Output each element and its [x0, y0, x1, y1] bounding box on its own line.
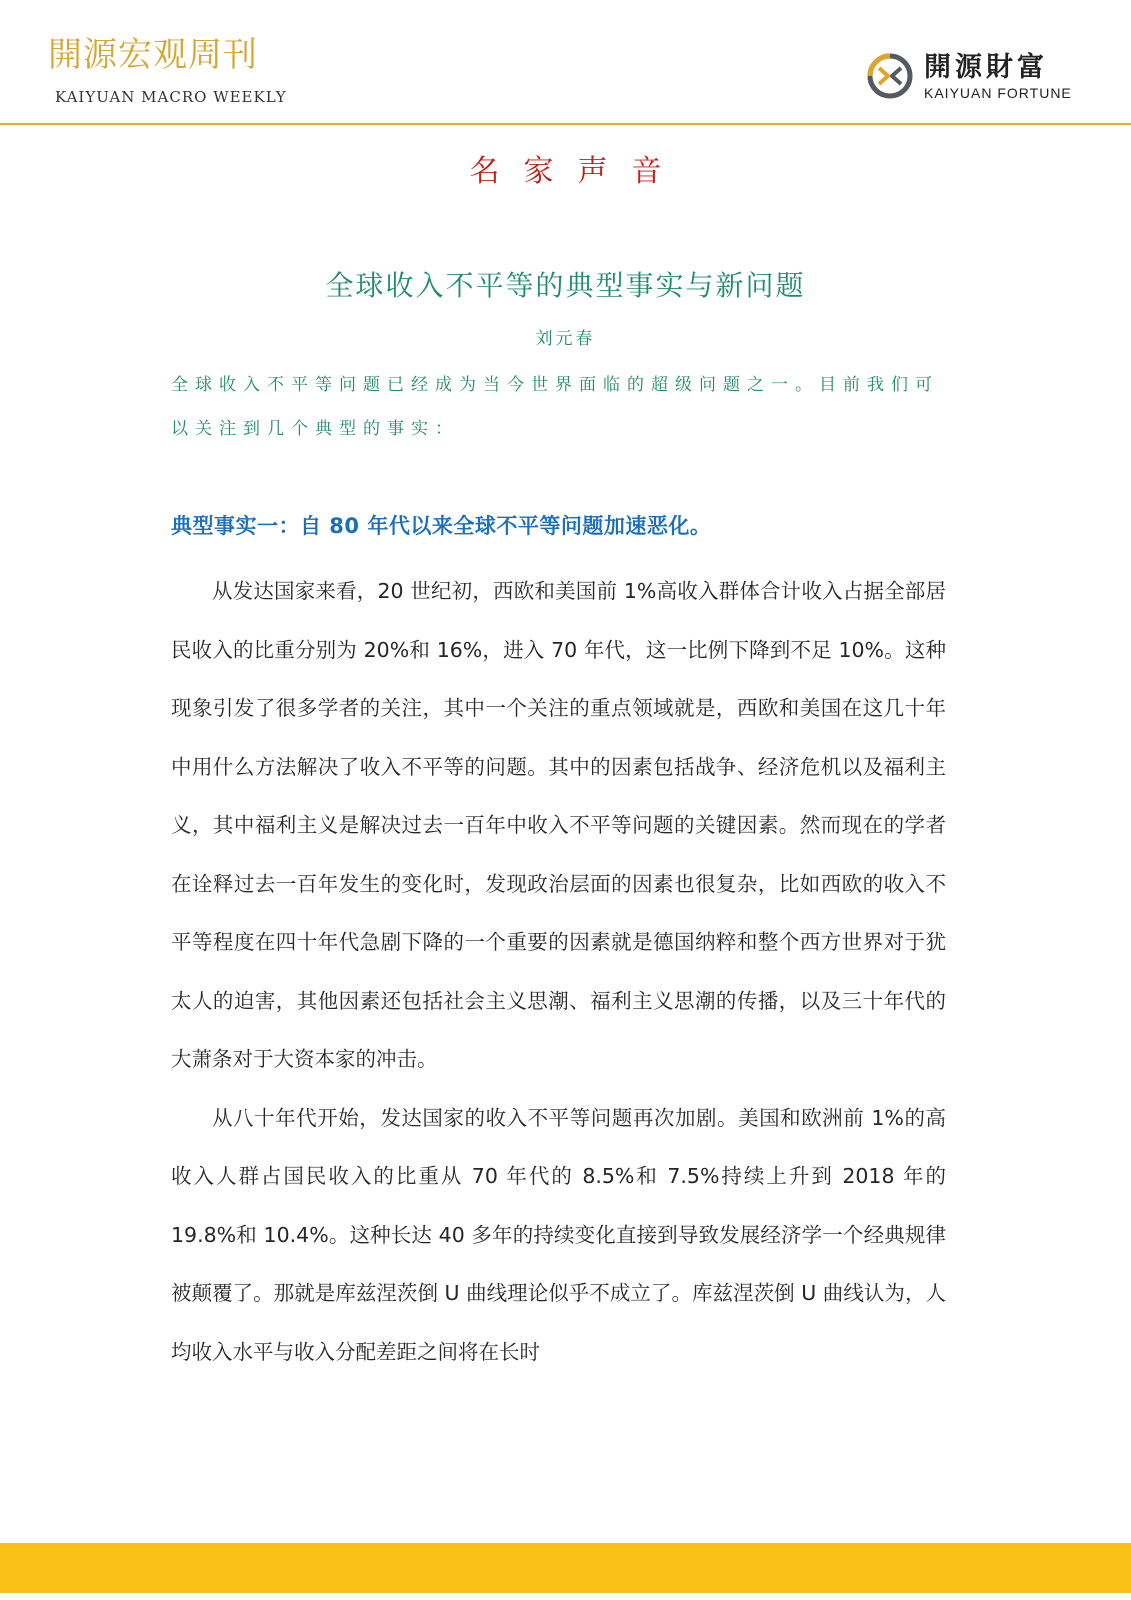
section-subheading: 典型事实一：自 80 年代以来全球不平等问题加速恶化。 — [171, 514, 712, 538]
publication-title: 開源宏观周刊 — [48, 35, 258, 75]
company-name-en: KAIYUAN FORTUNE — [924, 85, 1072, 101]
publication-subtitle: KAIYUAN MACRO WEEKLY — [55, 88, 287, 106]
article-title: 全球收入不平等的典型事实与新问题 — [325, 269, 806, 302]
page-header — [0, 0, 1131, 126]
company-logo — [866, 52, 1081, 104]
header-divider — [0, 123, 1131, 125]
company-name-cn: 開源財富 — [924, 52, 1048, 83]
section-title: 名家声音 — [469, 154, 686, 189]
footer-bar — [0, 1543, 1131, 1593]
kaiyuan-logo-icon — [866, 52, 914, 100]
article-author: 刘元春 — [535, 329, 596, 349]
body-paragraph: 从发达国家来看，20 世纪初，西欧和美国前 1%高收入群体合计收入占据全部居民收入的比重分别为 20%和 16%，进入 70 年代，这一比例下降到不足 10%。这种现象引发了很多学者的关注，其中一个关注的重点领域就是，西欧和美国在这几十年中用什么方法解决了收入不平等的问题。其中的因素包括战争、经济危机以及福利主义，其中福利主义是解决过去一百年中收入不平等问题的关键因素。然而现在的学者在诠释过去一百年发生的变化时，发现政治层面的因素也很复杂，比如西欧的收入不平等程度在四十年代急剧下降的一个重要的因素就是德国纳粹和整个西方世界对于犹太人的迫害，其他因素还包括社会主义思潮、福利主义思潮的传播，以及三十年代的大萧条对于大资本家的冲击。 — [171, 579, 946, 1071]
body-paragraph: 从八十年代开始，发达国家的收入不平等问题再次加剧。美国和欧洲前 1%的高收入人群占国民收入的比重从 70 年代的 8.5%和 7.5%持续上升到 2018 年的 19.8%和 10.4%。这种长达 40 多年的持续变化直接到导致发展经济学一个经典规律被颠覆了。那就是库兹涅茨倒 U 曲线理论似乎不成立了。库兹涅茨倒 U 曲线认为，人均收入水平与收入分配差距之间将在长时 — [171, 1105, 946, 1364]
article-body — [171, 562, 946, 1381]
article-intro: 全球收入不平等问题已经成为当今世界面临的超级问题之一。目前我们可以关注到几个典型的事实： — [171, 375, 939, 439]
